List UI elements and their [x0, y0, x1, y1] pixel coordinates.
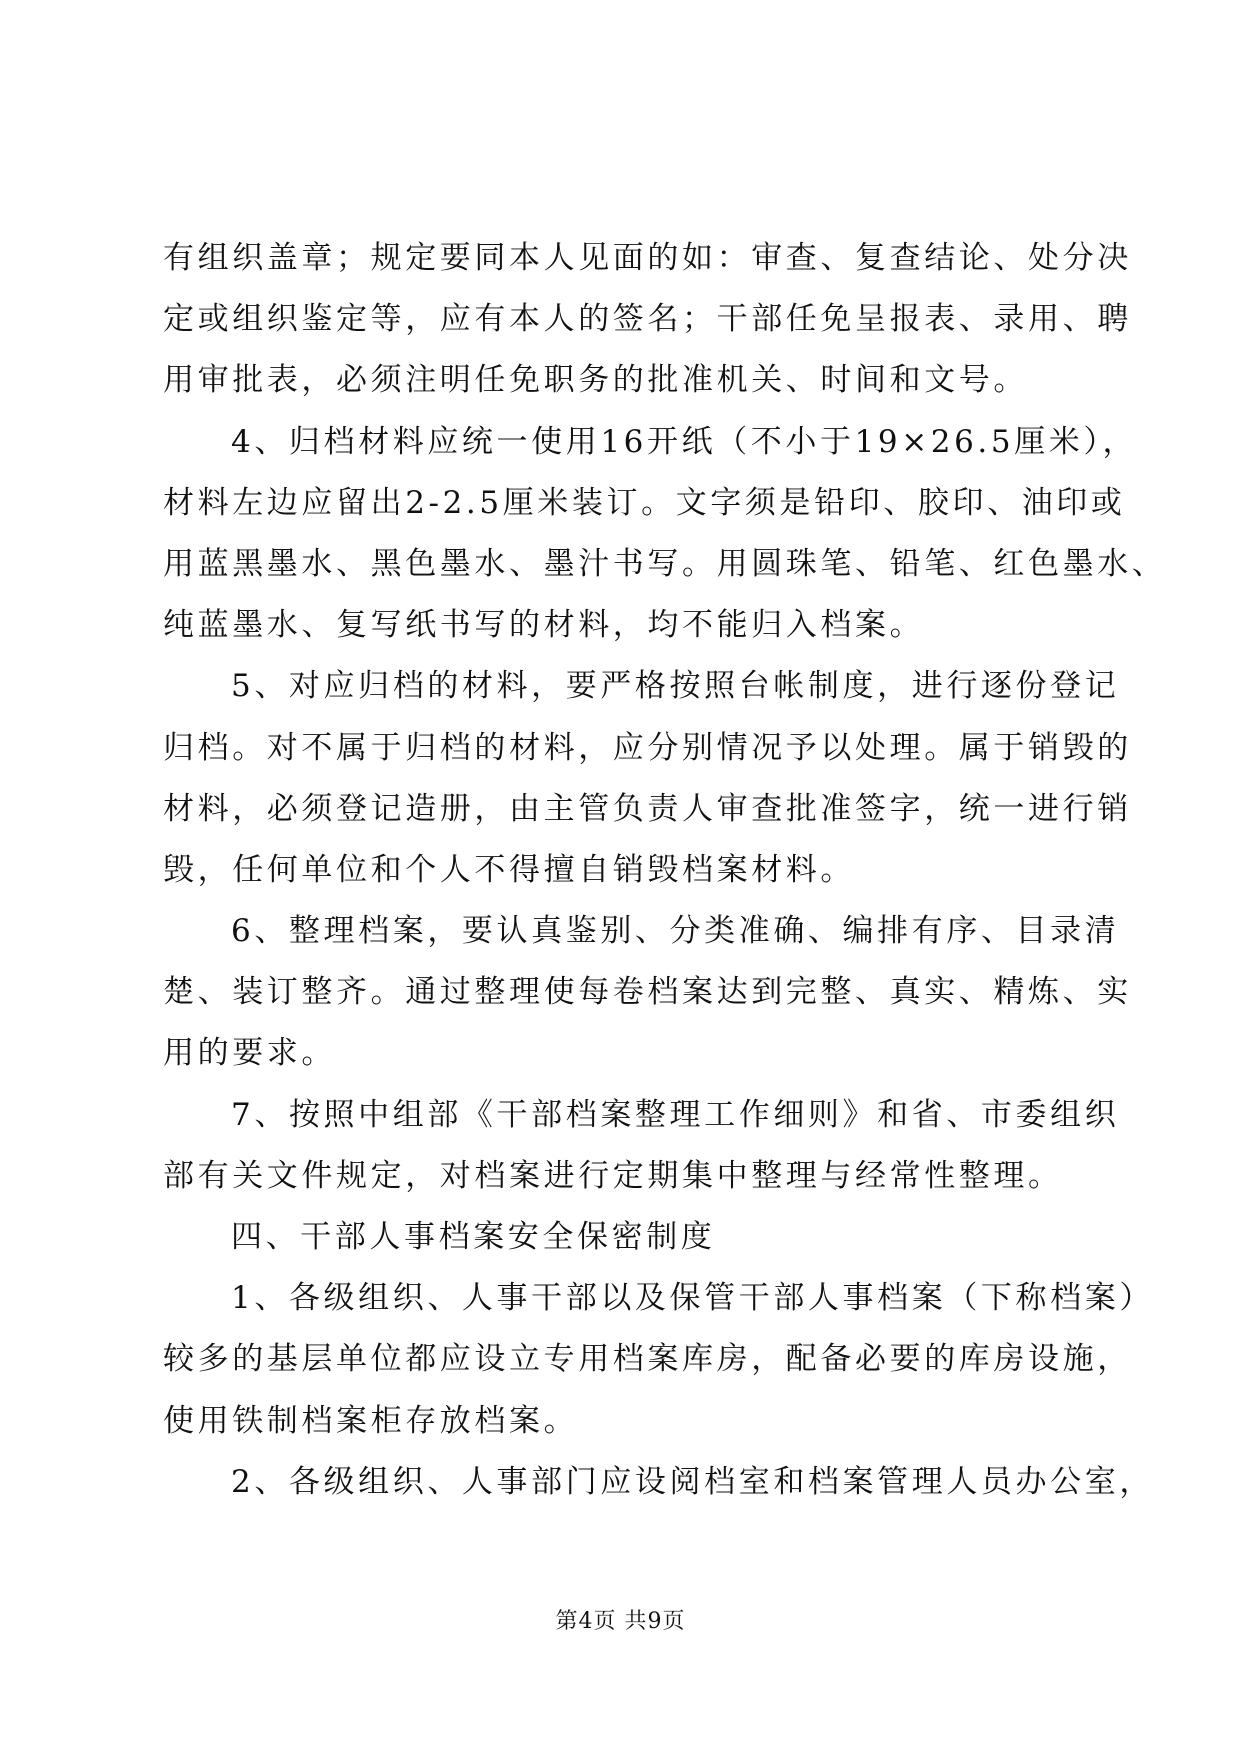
paragraph-start-2: 2、各级组织、人事部门应设阅档室和档案管理人员办公室， — [231, 1463, 1154, 1500]
paragraph-start-1: 1、各级组织、人事干部以及保管干部人事档案（下称档案） — [231, 1280, 1154, 1317]
text-line: 用蓝黑墨水、黑色墨水、墨汁书写。用圆珠笔、铅笔、红色墨水、 — [163, 545, 1167, 582]
paragraph-start-4: 4、归档材料应统一使用16开纸（不小于19×26.5厘米）， — [231, 423, 1138, 460]
paragraph-start-6: 6、整理档案，要认真鉴别、分类准确、编排有序、目录清 — [231, 913, 1120, 950]
text-line: 使用铁制档案柜存放档案。 — [163, 1402, 579, 1439]
text-line: 用审批表，必须注明任免职务的批准机关、时间和文号。 — [163, 362, 1028, 399]
text-line: 部有关文件规定，对档案进行定期集中整理与经常性整理。 — [163, 1157, 1063, 1194]
text-line: 楚、装订整齐。通过整理使每卷档案达到完整、真实、精炼、实 — [163, 974, 1132, 1011]
text-line: 有组织盖章；规定要同本人见面的如：审查、复查结论、处分决 — [163, 240, 1132, 276]
text-line: 定或组织鉴定等，应有本人的签名；干部任免呈报表、录用、聘 — [163, 301, 1132, 338]
paragraph-start-5: 5、对应归档的材料，要严格按照台帐制度，进行逐份登记 — [231, 668, 1120, 705]
text-line: 材料，必须登记造册，由主管负责人审查批准签字，统一进行销 — [163, 790, 1132, 827]
text-line: 材料左边应留出2-2.5厘米装订。文字须是铅印、胶印、油印或 — [163, 484, 1126, 521]
text-line: 纯蓝墨水、复写纸书写的材料，均不能归入档案。 — [163, 607, 925, 644]
paragraph-start-7: 7、按照中组部《干部档案整理工作细则》和省、市委组织 — [231, 1096, 1120, 1133]
text-line: 毁，任何单位和个人不得擅自销毁档案材料。 — [163, 851, 855, 888]
text-line: 较多的基层单位都应设立专用档案库房，配备必要的库房设施， — [163, 1341, 1132, 1378]
text-line: 用的要求。 — [163, 1035, 336, 1072]
document-body — [163, 228, 1167, 1513]
page-number-footer: 第4页 共9页 — [555, 1609, 686, 1634]
text-line: 归档。对不属于归档的材料，应分别情况予以处理。属于销毁的 — [163, 729, 1132, 766]
section-heading: 四、干部人事档案安全保密制度 — [231, 1219, 716, 1255]
